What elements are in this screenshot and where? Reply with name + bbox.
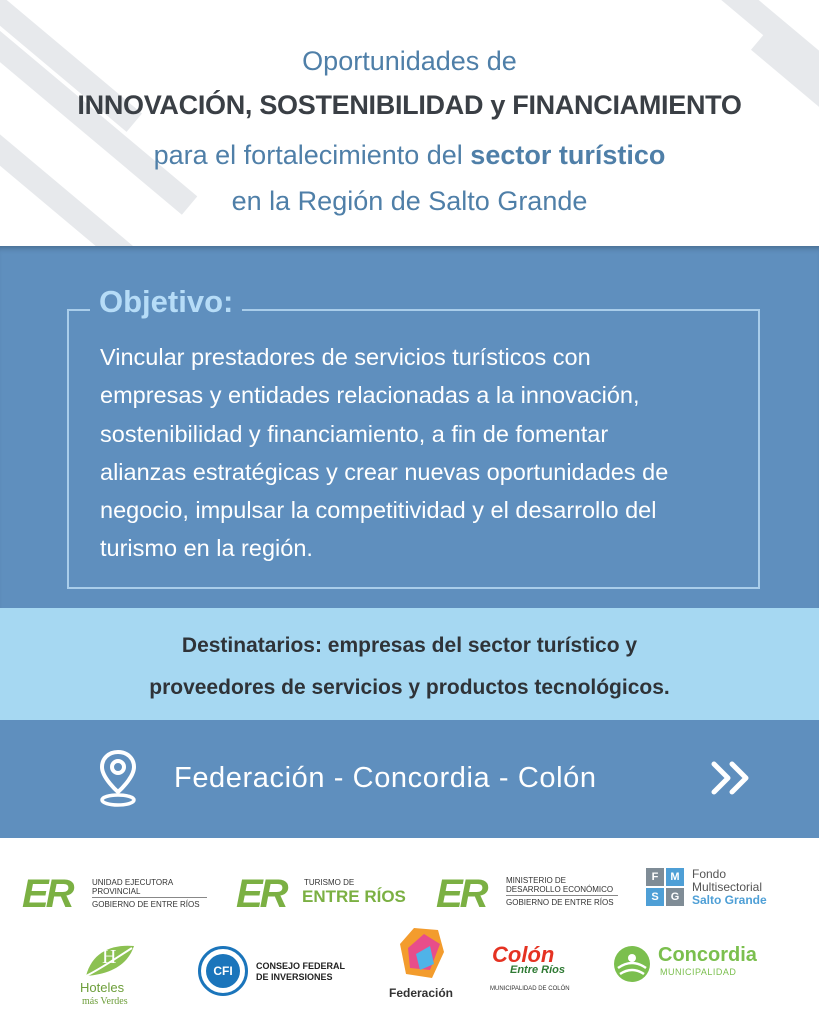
logo-text: Fondo (692, 867, 727, 881)
logo-fondo-multisectorial (646, 868, 786, 912)
logo-text: Salto Grande (692, 893, 767, 907)
header (0, 0, 819, 246)
header-tagline-prefix: para el fortalecimiento del (153, 140, 471, 170)
objective-line: Vincular prestadores de servicios turísticos con (100, 344, 591, 370)
header-region: en la Región de Salto Grande (231, 186, 588, 216)
fmsg-cell: G (666, 888, 684, 906)
logo-text: MINISTERIO DE (506, 876, 567, 885)
logo-text: DE INVERSIONES (256, 972, 333, 982)
cfi-ring-icon (198, 946, 248, 996)
objective-line: turismo en la región. (100, 535, 313, 562)
header-tagline (0, 140, 819, 171)
objective-text (100, 338, 733, 568)
logo-text: DESARROLLO ECONÓMICO (506, 885, 614, 894)
objective-line: empresas y entidades relacionadas a la innovación, (100, 382, 640, 409)
logo-text: Entre Ríos (510, 964, 566, 976)
objective-section (0, 246, 819, 608)
federacion-emblem-icon (394, 924, 448, 984)
logo-colon (490, 942, 576, 1002)
logo-divider (506, 895, 618, 896)
logo-text: UNIDAD EJECUTORA (92, 878, 174, 887)
logo-text: Hoteles (80, 980, 125, 995)
logo-unidad-ejecutora (22, 872, 212, 916)
logo-text: GOBIERNO DE ENTRE RÍOS (92, 900, 200, 909)
logo-text: PROVINCIAL (92, 887, 141, 896)
logo-concordia (612, 942, 772, 986)
hoteles-mark: H (102, 946, 117, 968)
logo-text: ENTRE RÍOS (302, 887, 406, 906)
location-pin-icon (98, 748, 138, 808)
location-section (0, 720, 819, 838)
fmsg-cell: M (666, 868, 684, 886)
fmsg-cell: F (646, 868, 664, 886)
sponsor-logos (0, 838, 819, 1024)
logo-text: CONSEJO FEDERAL (256, 961, 346, 971)
logo-text: más Verdes (82, 996, 128, 1007)
er-logo-mark: ER (436, 872, 486, 916)
header-subtitle: Oportunidades de (302, 46, 517, 76)
recipients-line: Destinatarios: empresas del sector turístico y (181, 634, 638, 657)
logo-text: TURISMO DE (304, 878, 355, 887)
logo-cfi (198, 946, 348, 998)
location-text: Federación - Concordia - Colón (174, 762, 597, 794)
objective-line: sostenibilidad y financiamiento, a fin de fomentar (100, 420, 609, 447)
logo-text: MUNICIPALIDAD (660, 967, 737, 977)
objective-line: alianzas estratégicas y crear nuevas oportunidades de (100, 458, 669, 485)
double-chevron-right-icon[interactable] (710, 758, 752, 798)
logo-divider (92, 897, 207, 898)
logo-text: Multisectorial (692, 880, 763, 894)
recipients-line: proveedores de servicios y productos tecnológicos. (149, 676, 670, 699)
fmsg-cell: S (646, 888, 664, 906)
logo-turismo-entre-rios (236, 872, 416, 916)
fmsg-grid-icon (646, 868, 686, 908)
logo-hoteles-mas-verdes (76, 942, 146, 1012)
page-title: INNOVACIÓN, SOSTENIBILIDAD y FINANCIAMIENTO (77, 90, 742, 120)
recipients-section (0, 608, 819, 720)
concordia-sun-icon (612, 944, 652, 984)
objective-title: Objetivo: (90, 284, 242, 320)
logo-text: GOBIERNO DE ENTRE RÍOS (506, 898, 614, 907)
logo-text: Federación (388, 986, 454, 1000)
logo-ministerio-desarrollo (436, 872, 626, 916)
logo-text: Concordia (658, 944, 757, 966)
logo-federacion (384, 924, 458, 1024)
er-logo-mark: ER (236, 872, 286, 916)
objective-line: negocio, impulsar la competitividad y el desarrollo del (100, 497, 657, 524)
logo-text: MUNICIPALIDAD DE COLÓN (490, 986, 570, 992)
colon-mark: Colón (492, 942, 555, 967)
er-logo-mark: ER (22, 872, 72, 916)
cfi-mark: CFI (206, 954, 240, 988)
header-tagline-bold: sector turístico (470, 140, 666, 170)
